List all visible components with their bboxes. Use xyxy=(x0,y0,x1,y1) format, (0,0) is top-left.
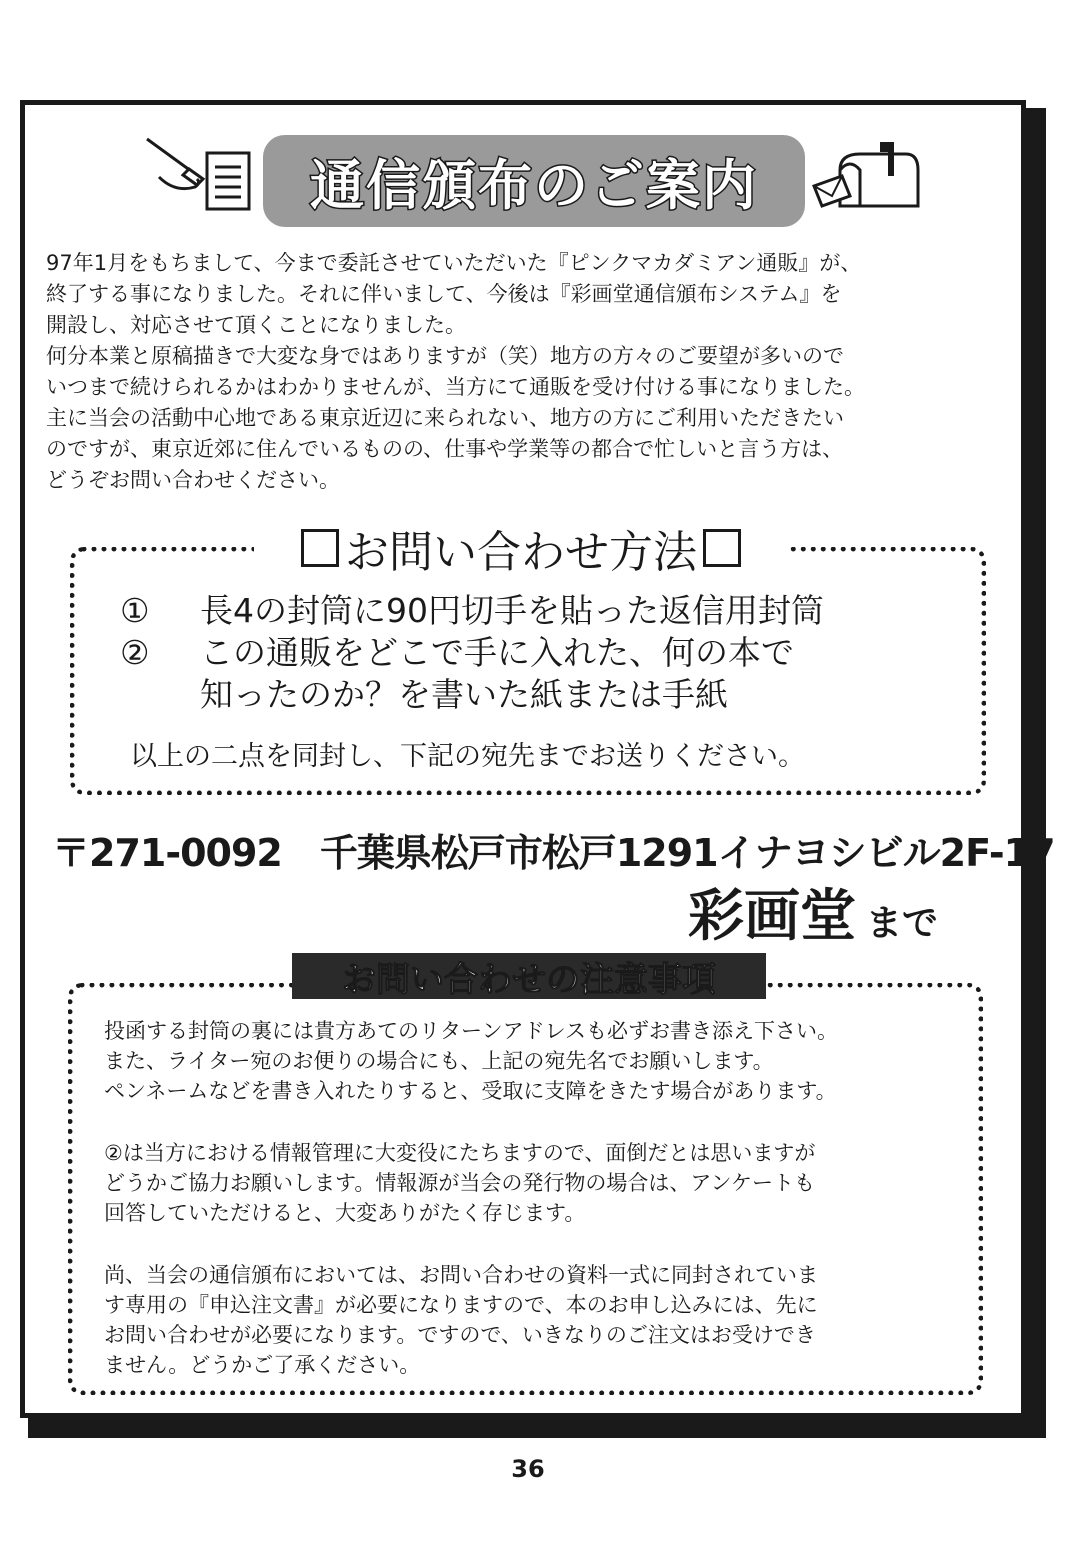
notes-text xyxy=(104,1016,974,1380)
item-text: 長4の封筒に90円切手を貼った返信用封筒 xyxy=(200,591,824,630)
postal-code: 〒271-0092 xyxy=(52,831,282,875)
mailing-address xyxy=(52,822,1055,877)
intro-line: 終了する事になりました。それに伴いまして、今後は『彩画堂通信頒布システム』を xyxy=(46,282,842,306)
intro-line: どうぞお問い合わせください。 xyxy=(46,468,340,492)
intro-line: 主に当会の活動中心地である東京近辺に来られない、地方の方にご利用いただきたい xyxy=(46,406,844,430)
note-line: 尚、当会の通信頒布においては、お問い合わせの資料一式に同封されていま xyxy=(104,1263,818,1287)
recipient-suffix: まで xyxy=(866,903,939,944)
inquiry-method-heading xyxy=(254,518,788,578)
notes-title: お問い合わせの注意事項 xyxy=(292,953,766,999)
recipient-name: 彩画堂 xyxy=(688,884,856,949)
header-title-box xyxy=(263,135,805,227)
mailbox-icon xyxy=(810,140,925,220)
note-line: お問い合わせが必要になります。ですので、いきなりのご注文はお受けでき xyxy=(104,1323,816,1347)
item-number: ① xyxy=(120,591,150,630)
note-line: ません。どうかご了承ください。 xyxy=(104,1353,421,1377)
note-line: 回答していただけると、大変ありがたく存じます。 xyxy=(104,1201,586,1225)
pen-and-paper-icon xyxy=(145,135,255,215)
recipient xyxy=(688,872,938,952)
note-line: ②は当方における情報管理に大変役にたちますので、面倒だとは思いますが xyxy=(104,1141,816,1165)
item-text-continued: 知ったのか？を書いた紙または手紙 xyxy=(200,675,728,714)
note-line: また、ライター宛のお便りの場合にも、上記の宛先名でお願いします。 xyxy=(104,1049,774,1073)
note-line: 投函する封筒の裏には貴方あてのリターンアドレスも必ずお書き添え下さい。 xyxy=(104,1019,838,1043)
intro-line: 何分本業と原稿描きで大変な身ではありますが（笑）地方の方々のご要望が多いので xyxy=(46,344,844,368)
page-title: 通信頒布のご案内 xyxy=(310,153,758,217)
inquiry-method-footer: 以上の二点を同封し、下記の宛先までお送りください。 xyxy=(130,741,805,772)
item-number: ② xyxy=(120,633,150,672)
intro-line: 97年1月をもちまして、今まで委託させていただいた『ピンクマカダミアン通販』が、 xyxy=(46,251,862,275)
list-item xyxy=(120,632,980,674)
intro-line: いつまで続けられるかはわかりませんが、当方にて通販を受け付ける事になりました。 xyxy=(46,375,865,399)
inquiry-method-list xyxy=(120,590,980,716)
list-item xyxy=(120,590,980,632)
note-line: ペンネームなどを書き入れたりすると、受取に支障をきたす場合があります。 xyxy=(104,1079,837,1103)
intro-line: 開設し、対応させて頂くことになりました。 xyxy=(46,313,466,337)
note-line: す専用の『申込注文書』が必要になりますので、本のお申し込みには、先に xyxy=(104,1293,818,1317)
page-number: 36 xyxy=(511,1455,545,1483)
intro-text xyxy=(46,248,1016,496)
note-line: どうかご協力お願いします。情報源が当会の発行物の場合は、アンケートも xyxy=(104,1171,816,1195)
intro-line: のですが、東京近郊に住んでいるものの、仕事や学業等の都合で忙しいと言う方は、 xyxy=(46,437,844,461)
inquiry-method-title: お問い合わせ方法 xyxy=(345,527,697,578)
square-bullet-icon xyxy=(703,529,741,567)
street-address: 千葉県松戸市松戸1291イナヨシビル2F-17 xyxy=(319,831,1055,875)
item-text: この通販をどこで手に入れた、何の本で xyxy=(200,633,794,672)
square-bullet-icon xyxy=(301,529,339,567)
